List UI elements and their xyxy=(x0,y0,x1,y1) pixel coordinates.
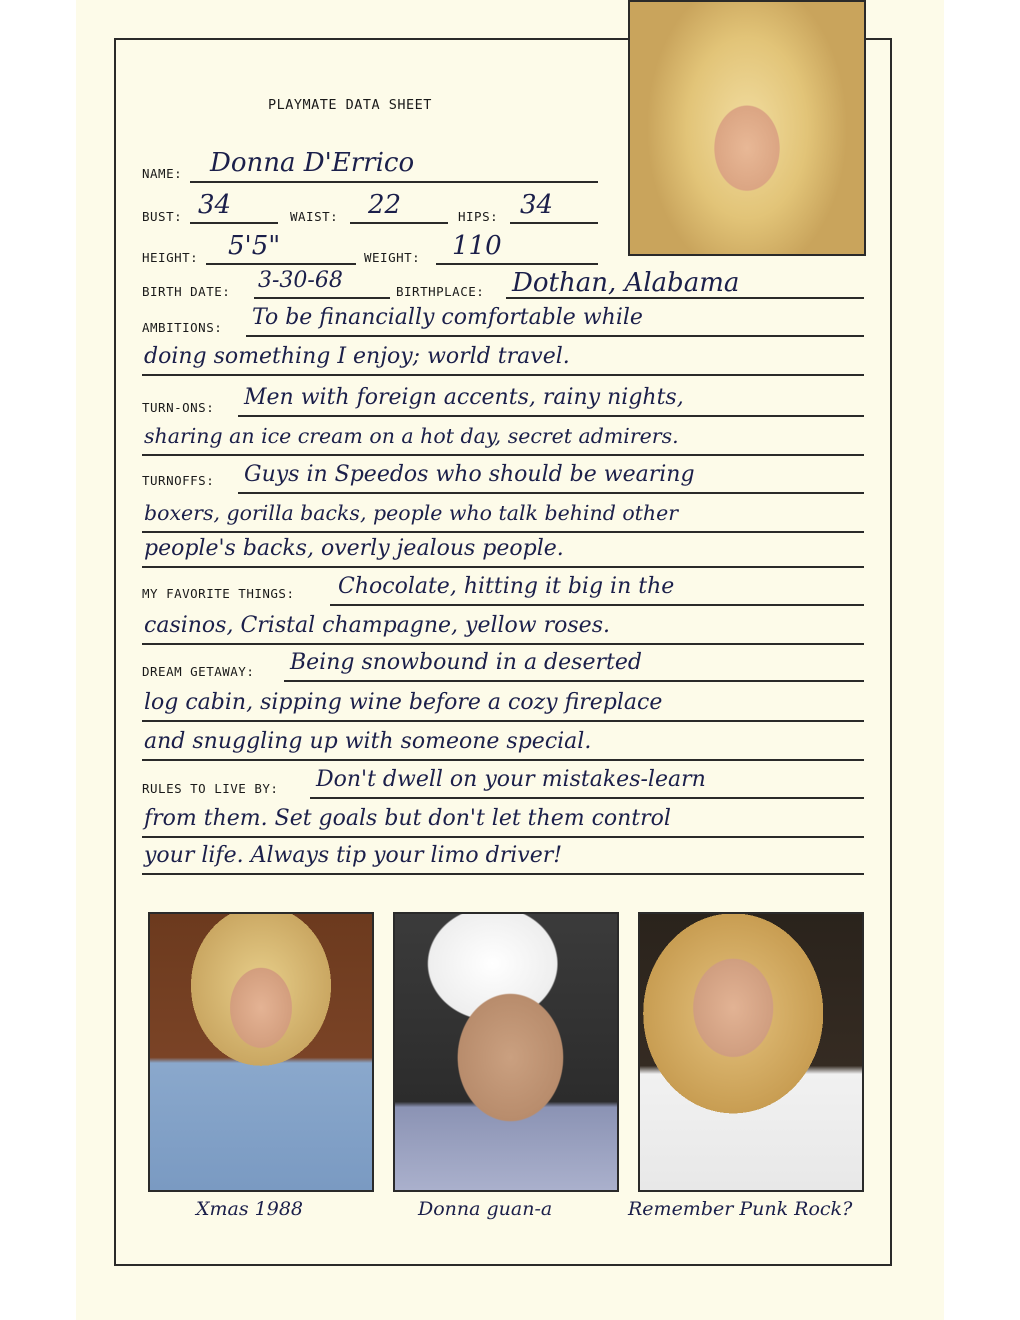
ambitions-rule-2 xyxy=(142,374,864,376)
favorite-things-label: MY FAVORITE THINGS: xyxy=(142,586,295,601)
rules-label: RULES TO LIVE BY: xyxy=(142,781,279,796)
rules-rule-3 xyxy=(142,873,864,875)
turn-ons-rule-1 xyxy=(238,415,864,417)
sheet-title: PLAYMATE DATA SHEET xyxy=(268,97,432,113)
turnoffs-rule-2 xyxy=(142,531,864,533)
weight-label: WEIGHT: xyxy=(364,250,421,265)
dream-getaway-line-3: and snuggling up with someone special. xyxy=(144,729,592,754)
turn-ons-line-2: sharing an ice cream on a hot day, secret admirers. xyxy=(144,424,679,448)
bust-rule xyxy=(190,222,278,224)
height-rule xyxy=(206,263,356,265)
favorite-things-rule-2 xyxy=(142,643,864,645)
birthplace-label: BIRTHPLACE: xyxy=(396,284,485,299)
birth-date-rule xyxy=(254,297,390,299)
ambitions-rule-1 xyxy=(246,335,864,337)
height-label: HEIGHT: xyxy=(142,250,199,265)
favorite-things-line-2: casinos, Cristal champagne, yellow roses. xyxy=(144,613,610,638)
hips-label: HIPS: xyxy=(458,209,499,224)
bust-value: 34 xyxy=(198,190,232,220)
bust-label: BUST: xyxy=(142,209,183,224)
dream-getaway-rule-2 xyxy=(142,720,864,722)
photo-xmas xyxy=(148,912,374,1192)
hips-rule xyxy=(510,222,598,224)
turn-ons-label: TURN-ONS: xyxy=(142,400,215,415)
photo-punk-rock xyxy=(638,912,864,1192)
birth-date-label: BIRTH DATE: xyxy=(142,284,231,299)
caption-xmas: Xmas 1988 xyxy=(196,1198,304,1220)
weight-rule xyxy=(436,263,598,265)
dream-getaway-line-2: log cabin, sipping wine before a cozy fireplace xyxy=(144,690,663,715)
rules-rule-1 xyxy=(310,797,864,799)
rules-line-3: your life. Always tip your limo driver! xyxy=(144,843,563,868)
name-value: Donna D'Errico xyxy=(210,148,415,178)
waist-value: 22 xyxy=(368,190,402,220)
hips-value: 34 xyxy=(520,190,554,220)
dream-getaway-label: DREAM GETAWAY: xyxy=(142,664,255,679)
birth-date-value: 3-30-68 xyxy=(258,268,343,293)
turnoffs-line-3: people's backs, overly jealous people. xyxy=(144,536,564,561)
turnoffs-line-2: boxers, gorilla backs, people who talk behind other xyxy=(144,501,679,525)
rules-line-2: from them. Set goals but don't let them control xyxy=(144,806,671,831)
caption-towel: Donna guan-a xyxy=(418,1198,553,1220)
name-rule xyxy=(190,181,598,183)
rules-rule-2 xyxy=(142,836,864,838)
name-label: NAME: xyxy=(142,166,183,181)
photo-towel xyxy=(393,912,619,1192)
ambitions-line-1: To be financially comfortable while xyxy=(252,305,643,330)
dream-getaway-rule-1 xyxy=(284,680,864,682)
rules-line-1: Don't dwell on your mistakes-learn xyxy=(316,767,706,792)
height-value: 5'5" xyxy=(228,231,281,261)
turnoffs-rule-3 xyxy=(142,566,864,568)
waist-rule xyxy=(350,222,448,224)
turnoffs-label: TURNOFFS: xyxy=(142,473,215,488)
favorite-things-rule-1 xyxy=(330,604,864,606)
birthplace-value: Dothan, Alabama xyxy=(512,268,740,298)
headshot-photo xyxy=(628,0,866,256)
favorite-things-line-1: Chocolate, hitting it big in the xyxy=(338,574,675,599)
ambitions-line-2: doing something I enjoy; world travel. xyxy=(144,344,570,369)
dream-getaway-rule-3 xyxy=(142,759,864,761)
weight-value: 110 xyxy=(452,231,502,261)
turn-ons-line-1: Men with foreign accents, rainy nights, xyxy=(244,385,684,410)
caption-punk-rock: Remember Punk Rock? xyxy=(628,1198,853,1220)
turnoffs-rule-1 xyxy=(238,492,864,494)
turnoffs-line-1: Guys in Speedos who should be wearing xyxy=(244,462,695,487)
turn-ons-rule-2 xyxy=(142,454,864,456)
dream-getaway-line-1: Being snowbound in a deserted xyxy=(290,650,642,675)
ambitions-label: AMBITIONS: xyxy=(142,320,223,335)
waist-label: WAIST: xyxy=(290,209,339,224)
